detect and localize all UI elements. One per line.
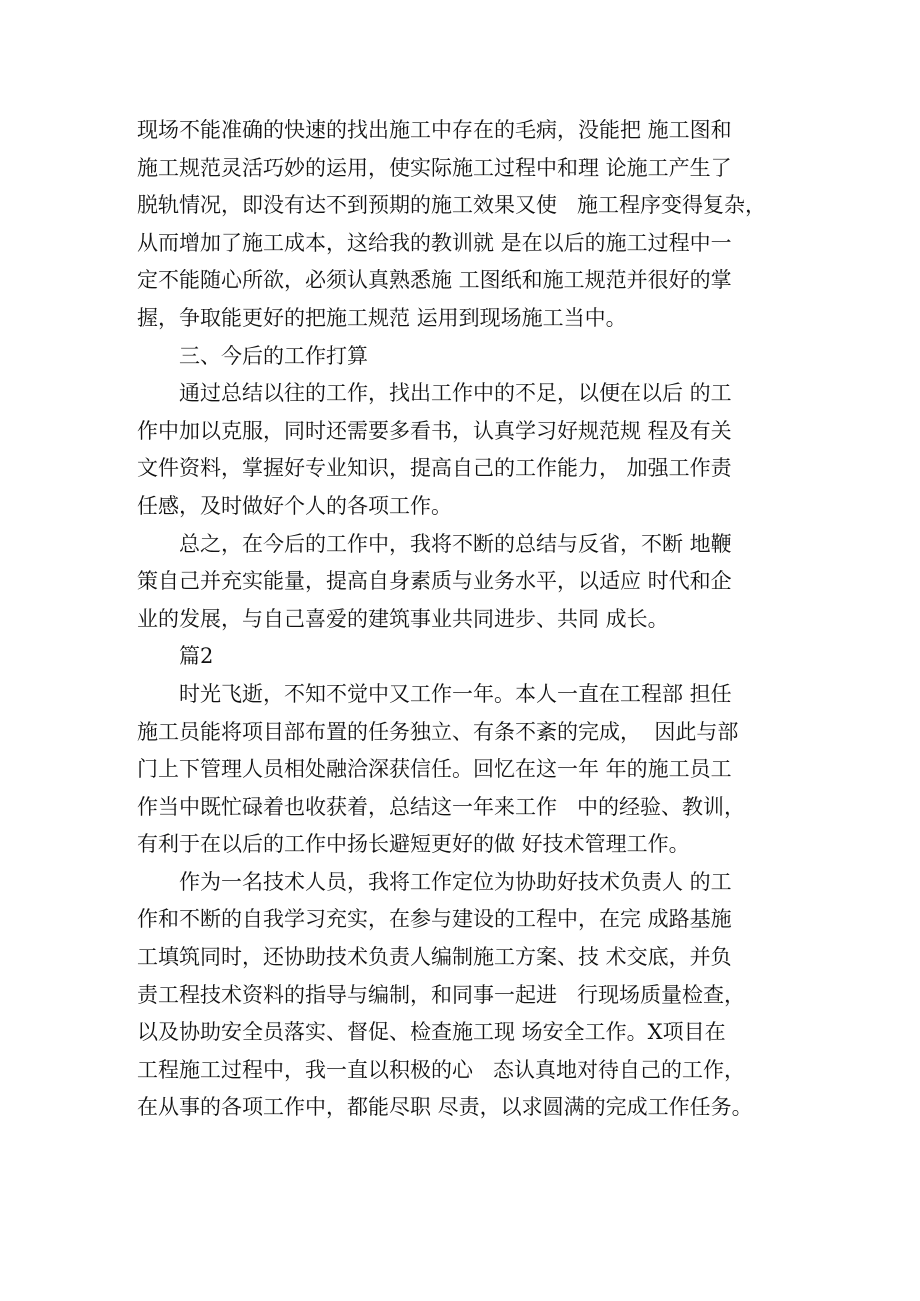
text-line: 作当中既忙碌着也收获着，总结这一年来工作 中的经验、教训， (137, 794, 746, 819)
paragraph-first-line: 时光飞逝，不知不觉中又工作一年。本人一直在工程部 担任 (179, 681, 732, 706)
text-line: 作中加以克服，同时还需要多看书，认真学习好规范规 程及有关 (137, 418, 732, 443)
document-body (137, 112, 797, 1127)
paragraph-first-line: 通过总结以往的工作，找出工作中的不足，以便在以后 的工 (179, 381, 732, 406)
text-line: 施工员能将项目部布置的任务独立、有条不紊的完成， 因此与部 (137, 719, 739, 744)
paragraph-first-line: 作为一名技术人员，我将工作定位为协助好技术负责人 的工 (179, 869, 732, 894)
text-line: 从而增加了施工成本，这给我的教训就 是在以后的施工过程中一 (137, 230, 732, 255)
paragraph-first-line: 总之，在今后的工作中，我将不断的总结与反省，不断 地鞭 (179, 531, 732, 556)
text-line: 工填筑同时，还协助技术负责人编制施工方案、技 术交底，并负 (137, 945, 732, 970)
text-line: 以及协助安全员落实、督促、检查施工现 场安全工作。X项目在 (137, 1020, 726, 1045)
text-line: 任感，及时做好个人的各项工作。 (137, 493, 452, 518)
text-line: 作和不断的自我学习充实，在参与建设的工程中，在完 成路基施 (137, 907, 732, 932)
text-line: 在从事的各项工作中，都能尽职 尽责，以求圆满的完成工作任务。 (137, 1095, 753, 1120)
text-line: 施工规范灵活巧妙的运用，使实际施工过程中和理 论施工产生了 (137, 155, 732, 180)
text-line: 脱轨情况，即没有达不到预期的施工效果又使 施工程序变得复杂， (137, 193, 767, 218)
text-line: 责工程技术资料的指导与编制，和同事一起进 行现场质量检查， (137, 982, 746, 1007)
text-line: 文件资料，掌握好专业知识，提高自己的工作能力， 加强工作责 (137, 456, 732, 481)
text-line: 有利于在以后的工作中扬长避短更好的做 好技术管理工作。 (137, 832, 690, 857)
text-line: 定不能随心所欲，必须认真熟悉施 工图纸和施工规范并很好的掌 (137, 268, 732, 293)
text-line: 工程施工过程中，我一直以积极的心 态认真地对待自己的工作， (137, 1057, 746, 1082)
section-heading: 三、今后的工作打算 (179, 343, 368, 368)
text-line: 门上下管理人员相处融洽深获信任。回忆在这一年 年的施工员工 (137, 757, 732, 782)
section-heading: 篇2 (179, 644, 214, 669)
text-line: 业的发展，与自己喜爱的建筑事业共同进步、共同 成长。 (137, 606, 669, 631)
text-line: 现场不能准确的快速的找出施工中存在的毛病，没能把 施工图和 (137, 118, 732, 142)
text-line: 策自己并充实能量，提高自身素质与业务水平，以适应 时代和企 (137, 569, 732, 594)
text-line: 握，争取能更好的把施工规范 运用到现场施工当中。 (137, 305, 627, 330)
